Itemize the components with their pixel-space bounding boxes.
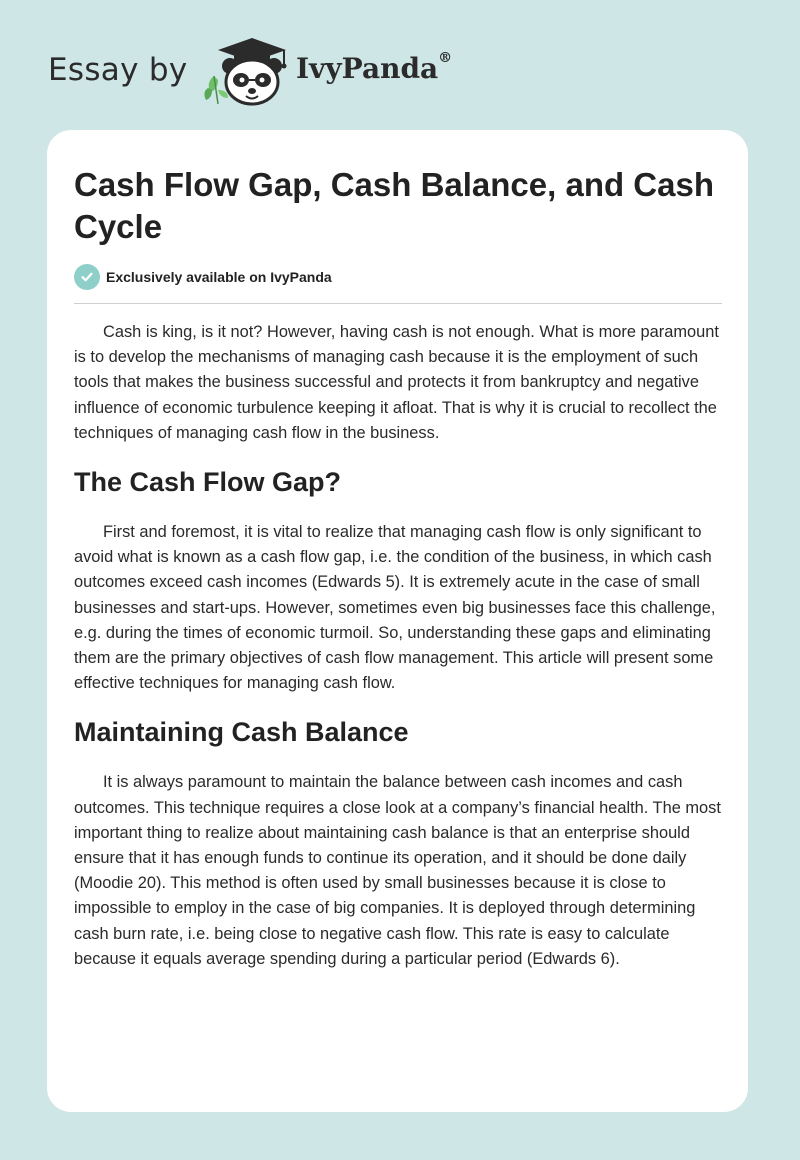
section-heading-maintaining-cash-balance: Maintaining Cash Balance bbox=[74, 717, 409, 748]
section-heading-cash-flow-gap: The Cash Flow Gap? bbox=[74, 467, 342, 498]
exclusive-badge-label: Exclusively available on IvyPanda bbox=[106, 269, 332, 285]
essay-title: Cash Flow Gap, Cash Balance, and Cash Cycle bbox=[74, 166, 715, 245]
ivypanda-brand-name[interactable] bbox=[296, 52, 452, 85]
exclusive-badge bbox=[74, 264, 332, 290]
section-paragraph-maintaining-cash-balance: It is always paramount to maintain the balance between cash incomes and cash outcomes. This technique requires a close look at a company’s financial health. The most important thing to realize about maintaining cash balance is that an enterprise should ensure that it has enough funds to continue its operation, and it should be done daily (Moodie 20). This method is often used by small businesses because it is close to impossible to employ in the case of big companies. It is deployed through determining cash burn rate, i.e. being close to negative cash flow. This rate is easy to calculate because it equals average spending during a particular period (Edwards 6). bbox=[74, 773, 721, 968]
registered-mark: ® bbox=[438, 50, 453, 66]
title-divider bbox=[74, 303, 722, 304]
intro-paragraph: Cash is king, is it not? However, having cash is not enough. What is more paramount is to develop the mechanisms of managing cash because it is the employment of such tools that makes the business successful and protects it from bankruptcy and negative influence of economic turbulence keeping it afloat. That is why it is crucial to recollect the techniques of managing cash flow in the business. bbox=[74, 323, 719, 442]
brand-name-text: IvyPanda bbox=[296, 52, 439, 85]
essay-by-label: Essay by bbox=[48, 52, 188, 88]
site-header bbox=[0, 0, 800, 120]
essay-body bbox=[74, 320, 724, 972]
panda-graduate-logo-icon[interactable] bbox=[200, 36, 292, 108]
check-circle-icon bbox=[74, 264, 100, 290]
essay-card bbox=[47, 130, 748, 1112]
section-paragraph-cash-flow-gap: First and foremost, it is vital to realize that managing cash flow is only significant to avoid what is known as a cash flow gap, i.e. the condition of the business, in which cash outcomes exceed cash incomes (Edwards 5). It is extremely acute in the case of small businesses and start-ups. However, sometimes even big businesses face this challenge, e.g. during the times of economic turmoil. So, understanding these gaps and eliminating them are the primary objectives of cash flow management. This article will present some effective techniques for managing cash flow. bbox=[74, 523, 716, 693]
